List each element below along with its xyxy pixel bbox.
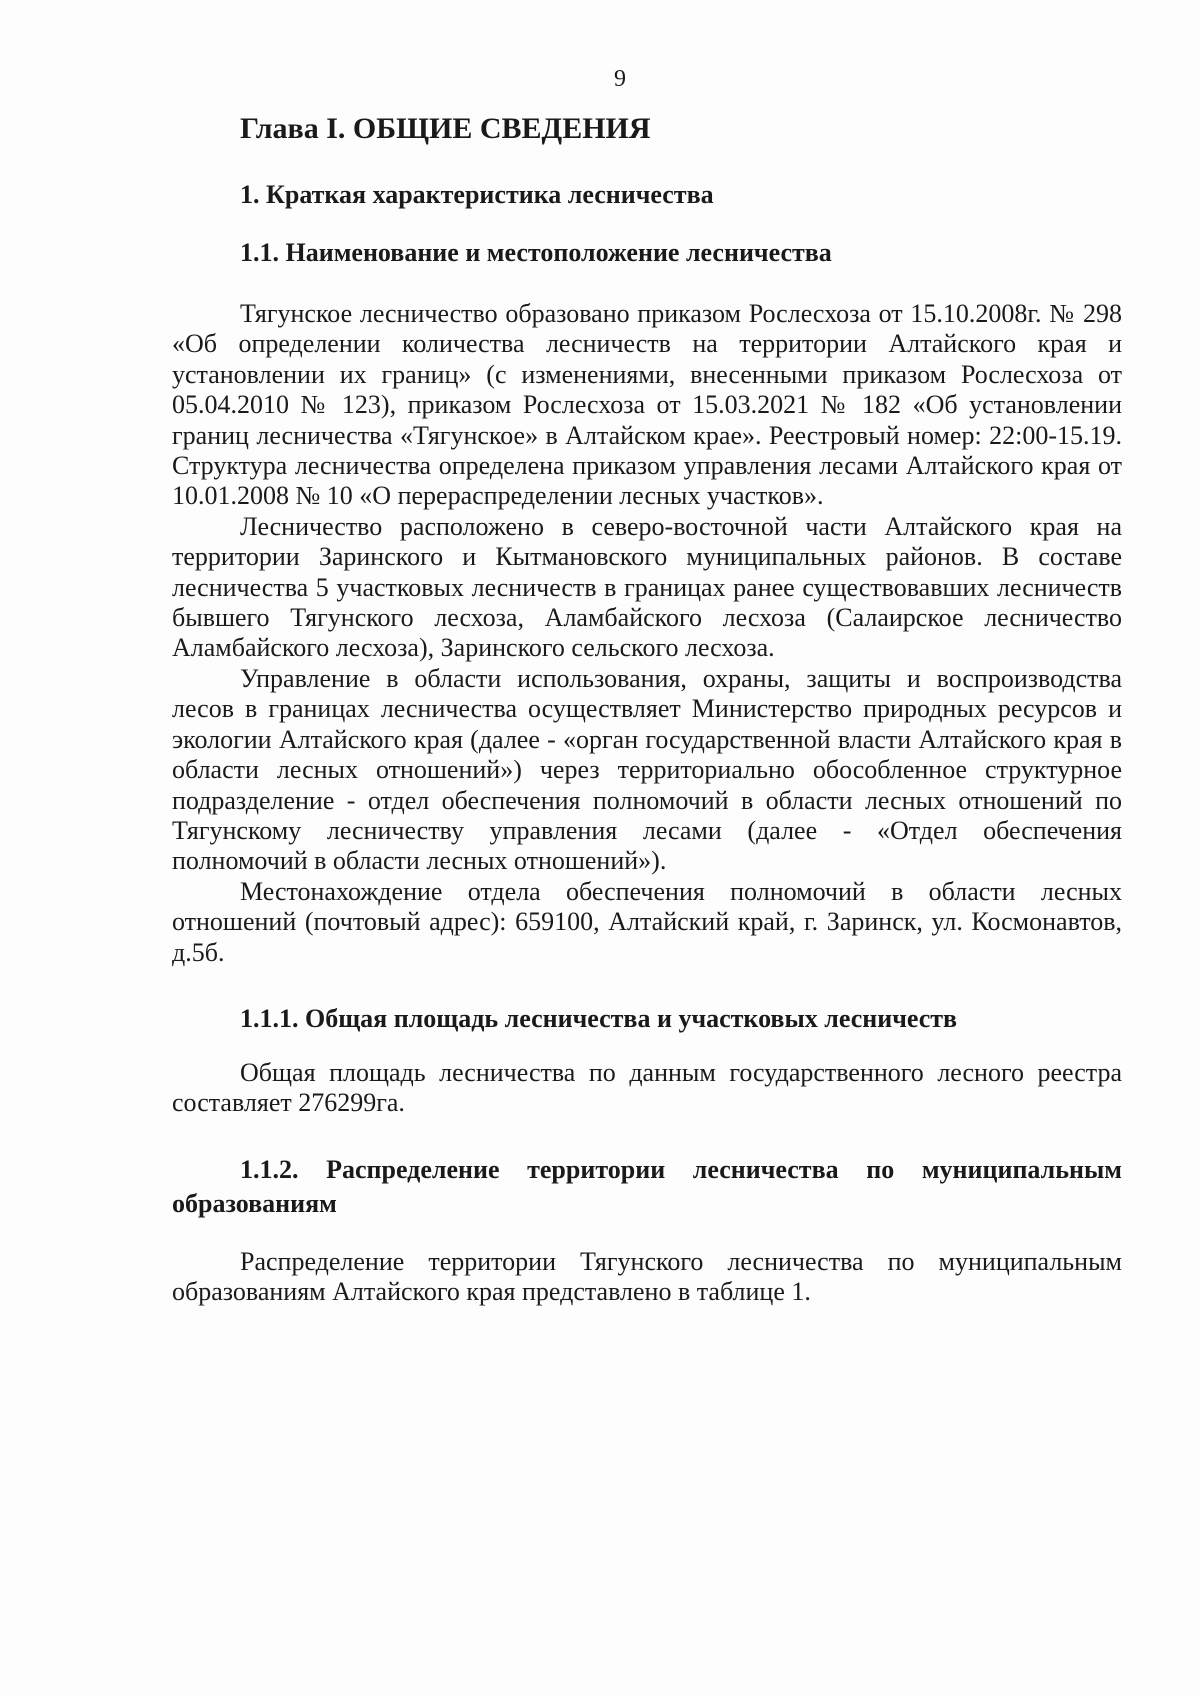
paragraph-location: Лесничество расположено в северо-восточной части Алтайского края на территории Заринского и Кытмановского муниципальных районов. В составе лесничества 5 участковых лесничеств в границах ранее существовавших лесничеств бывшего Тягунского лесхоза, Аламбайского лесхоза (Салаирское лесничество Аламбайского лесхоза), Заринского сельского лесхоза. xyxy=(172,511,1122,663)
paragraph-address: Местонахождение отдела обеспечения полномочий в области лесных отношений (почтовый адрес): 659100, Алтайский край, г. Заринск, ул. Космонавтов, д.5б. xyxy=(172,876,1122,967)
section-1-1-1-title: 1.1.1. Общая площадь лесничества и участковых лесничеств xyxy=(240,1003,958,1033)
page-number: 9 xyxy=(614,66,626,92)
section-1-1-title: 1.1. Наименование и местоположение лесничества xyxy=(240,238,832,267)
chapter-title: Глава I. ОБЩИЕ СВЕДЕНИЯ xyxy=(240,112,651,145)
paragraph-establishment: Тягунское лесничество образовано приказом Рослесхоза от 15.10.2008г. № 298 «Об определении количества лесничеств на территории Алтайского края и установлении их границ» (с изменениями, внесенными приказом Рослесхоза от 05.04.2010 № 123), приказом Рослесхоза от 15.03.2021 № 182 «Об установлении границ лесничества «Тягунское» в Алтайском крае». Реестровый номер: 22:00-15.19. Структура лесничества определена приказом управления лесами Алтайского края от 10.01.2008 № 10 «О перераспределении лесных участков». xyxy=(172,299,1122,511)
document-body xyxy=(172,105,1122,1308)
paragraph-distribution: Распределение территории Тягунского лесничества по муниципальным образованиям Алтайского края представлено в таблице 1. xyxy=(172,1246,1122,1307)
section-1-title: 1. Краткая характеристика лесничества xyxy=(240,180,714,209)
paragraph-total-area: Общая площадь лесничества по данным государственного лесного реестра составляет 276299га. xyxy=(172,1057,1122,1118)
section-1-1-2-title: 1.1.2. Распределение территории лесничества по муниципальным образованиям xyxy=(172,1154,1122,1218)
paragraph-management: Управление в области использования, охраны, защиты и воспроизводства лесов в границах лесничества осуществляет Министерство природных ресурсов и экологии Алтайского края (далее - «орган государственной власти Алтайского края в области лесных отношений») через территориально обособленное структурное подразделение - отдел обеспечения полномочий в области лесных отношений по Тягунскому лесничеству управления лесами (далее - «Отдел обеспечения полномочий в области лесных отношений»). xyxy=(172,663,1122,876)
